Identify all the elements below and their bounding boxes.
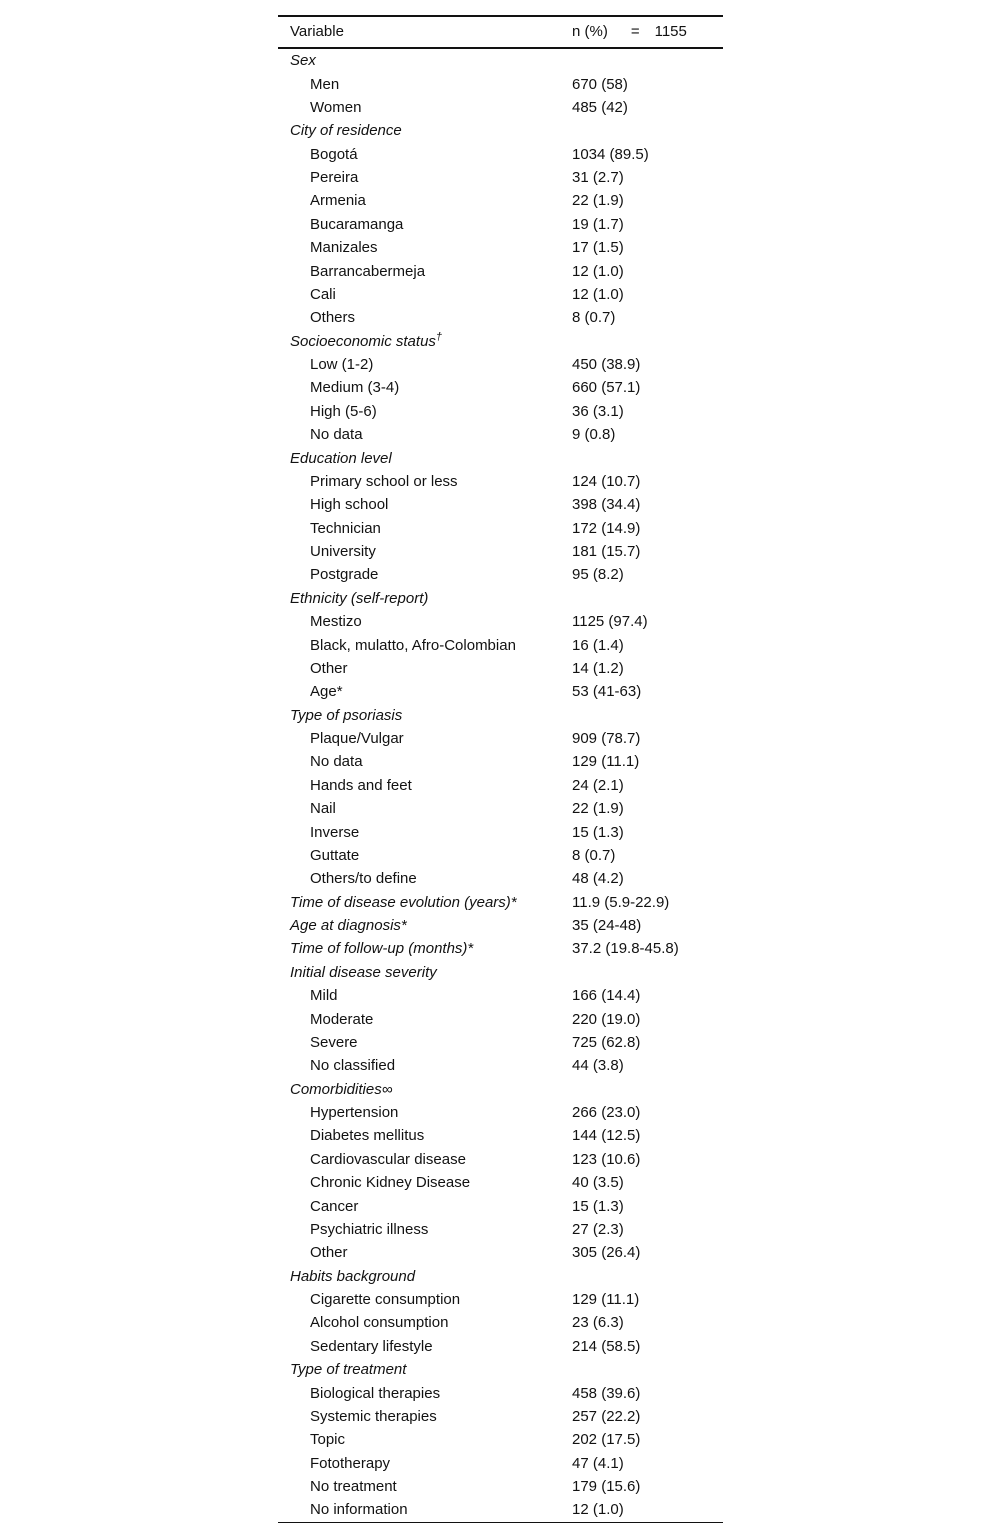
variable-cell: Mild	[310, 987, 338, 1005]
table-row	[278, 1311, 723, 1334]
section-row	[278, 1078, 723, 1101]
variable-cell: No information	[310, 1501, 408, 1519]
variable-cell: Men	[310, 75, 340, 93]
variable-cell: Bucaramanga	[310, 215, 404, 233]
section-row	[278, 891, 723, 914]
variable-cell: City of residence	[290, 122, 402, 140]
table-row	[278, 1124, 723, 1147]
table-bottom-rule	[278, 1522, 723, 1524]
variable-cell: Mestizo	[310, 613, 362, 631]
table-body	[278, 49, 723, 1522]
variable-cell: Alcohol consumption	[310, 1314, 449, 1332]
variable-cell: Habits background	[290, 1267, 416, 1285]
value-cell: 725 (62.8)	[572, 1033, 641, 1051]
value-cell: 458 (39.6)	[572, 1384, 641, 1402]
variable-cell: Moderate	[310, 1010, 374, 1028]
variable-cell: Pereira	[310, 169, 359, 187]
variable-cell: Chronic Kidney Disease	[310, 1174, 471, 1192]
variable-cell: University	[310, 543, 376, 561]
value-cell: 11.9 (5.9-22.9)	[572, 893, 670, 911]
variable-cell: Type of psoriasis	[290, 706, 403, 724]
variable-cell: Education level	[290, 449, 392, 467]
value-cell: 257 (22.2)	[572, 1407, 641, 1425]
table-row	[278, 189, 723, 212]
section-row	[278, 49, 723, 72]
section-row	[278, 914, 723, 937]
table-row	[278, 750, 723, 773]
variable-cell: Armenia	[310, 192, 366, 210]
variable-cell: Time of follow-up (months)*	[290, 940, 474, 958]
variable-cell: Age at diagnosis*	[290, 917, 407, 935]
value-cell: 214 (58.5)	[572, 1337, 641, 1355]
table-row	[278, 306, 723, 329]
value-cell: 53 (41-63)	[572, 683, 642, 701]
table-row	[278, 1288, 723, 1311]
total-count: 1155	[654, 23, 687, 40]
section-row	[278, 446, 723, 469]
variable-cell: Other	[310, 659, 348, 677]
value-cell: 8 (0.7)	[572, 309, 616, 327]
table-row	[278, 680, 723, 703]
value-cell: 14 (1.2)	[572, 659, 624, 677]
variable-cell: Comorbidities∞	[290, 1080, 393, 1098]
value-cell: 485 (42)	[572, 98, 628, 116]
variable-cell: No data	[310, 426, 363, 444]
value-cell: 266 (23.0)	[572, 1104, 641, 1122]
value-cell: 37.2 (19.8-45.8)	[572, 940, 679, 958]
table-row	[278, 1031, 723, 1054]
table-row	[278, 797, 723, 820]
variable-cell: High (5-6)	[310, 402, 377, 420]
value-cell: 124 (10.7)	[572, 472, 641, 490]
variable-cell: Plaque/Vulgar	[310, 730, 404, 748]
value-cell: 179 (15.6)	[572, 1478, 641, 1496]
value-cell: 12 (1.0)	[572, 262, 624, 280]
table-row	[278, 1335, 723, 1358]
variable-cell: No data	[310, 753, 363, 771]
value-cell: 36 (3.1)	[572, 402, 624, 420]
table-row	[278, 470, 723, 493]
variable-cell: Time of disease evolution (years)*	[290, 893, 517, 911]
value-cell: 23 (6.3)	[572, 1314, 624, 1332]
table-row	[278, 1194, 723, 1217]
demographics-table	[278, 15, 723, 1523]
section-row	[278, 961, 723, 984]
value-cell: 48 (4.2)	[572, 870, 624, 888]
variable-cell: Sedentary lifestyle	[310, 1337, 433, 1355]
n-percent-label: n (%)	[572, 23, 608, 40]
table-row	[278, 867, 723, 890]
variable-cell: High school	[310, 496, 389, 514]
variable-cell: Fototherapy	[310, 1454, 391, 1472]
table-row	[278, 1148, 723, 1171]
variable-cell: Black, mulatto, Afro-Colombian	[310, 636, 516, 654]
table-row	[278, 610, 723, 633]
table-row	[278, 96, 723, 119]
value-cell: 27 (2.3)	[572, 1220, 624, 1238]
variable-cell: Initial disease severity	[290, 963, 437, 981]
value-cell: 1034 (89.5)	[572, 145, 649, 163]
value-cell: 17 (1.5)	[572, 239, 624, 257]
value-cell: 24 (2.1)	[572, 776, 624, 794]
table-row	[278, 353, 723, 376]
table-row	[278, 1381, 723, 1404]
table-row	[278, 1007, 723, 1030]
variable-cell: Diabetes mellitus	[310, 1127, 425, 1145]
table-row	[278, 213, 723, 236]
value-cell: 398 (34.4)	[572, 496, 641, 514]
variable-cell: No treatment	[310, 1478, 397, 1496]
table-row	[278, 844, 723, 867]
variable-cell: Women	[310, 98, 362, 116]
value-cell: 12 (1.0)	[572, 1501, 624, 1519]
section-row	[278, 1358, 723, 1381]
variable-cell: Ethnicity (self-report)	[290, 589, 429, 607]
variable-cell: Age*	[310, 683, 343, 701]
variable-cell: Inverse	[310, 823, 360, 841]
table-row	[278, 563, 723, 586]
variable-cell: Hands and feet	[310, 776, 412, 794]
table-row	[278, 493, 723, 516]
variable-cell: Cigarette consumption	[310, 1291, 461, 1309]
dagger-footnote-mark: †	[435, 330, 443, 343]
section-row	[278, 704, 723, 727]
value-cell: 9 (0.8)	[572, 426, 616, 444]
table-header-row	[278, 17, 723, 47]
variable-cell: Cali	[310, 285, 336, 303]
table-row	[278, 1405, 723, 1428]
value-cell: 16 (1.4)	[572, 636, 624, 654]
table-row	[278, 72, 723, 95]
variable-cell: Postgrade	[310, 566, 379, 584]
value-cell: 31 (2.7)	[572, 169, 624, 187]
variable-cell: Cancer	[310, 1197, 359, 1215]
section-row	[278, 1265, 723, 1288]
table-row	[278, 423, 723, 446]
variable-cell: Biological therapies	[310, 1384, 441, 1402]
variable-cell: Severe	[310, 1033, 358, 1051]
table-row	[278, 540, 723, 563]
table-row	[278, 1241, 723, 1264]
value-cell: 220 (19.0)	[572, 1010, 641, 1028]
variable-cell: Type of treatment	[290, 1361, 407, 1379]
value-cell: 670 (58)	[572, 75, 628, 93]
table-row	[278, 517, 723, 540]
variable-cell: Primary school or less	[310, 472, 458, 490]
value-cell: 8 (0.7)	[572, 846, 616, 864]
value-cell: 12 (1.0)	[572, 285, 624, 303]
value-cell: 123 (10.6)	[572, 1150, 641, 1168]
variable-cell: No classified	[310, 1057, 396, 1075]
variable-cell: Guttate	[310, 846, 360, 864]
value-cell: 1125 (97.4)	[572, 613, 648, 631]
variable-cell: Other	[310, 1244, 348, 1262]
section-row	[278, 587, 723, 610]
variable-cell: Psychiatric illness	[310, 1220, 429, 1238]
variable-cell: Systemic therapies	[310, 1407, 437, 1425]
table-row	[278, 259, 723, 282]
table-row	[278, 727, 723, 750]
value-cell: 660 (57.1)	[572, 379, 641, 397]
variable-cell: Hypertension	[310, 1104, 399, 1122]
table-row	[278, 376, 723, 399]
value-cell: 172 (14.9)	[572, 519, 641, 537]
variable-cell: Manizales	[310, 239, 378, 257]
variable-cell: Sex	[290, 52, 316, 70]
variable-cell: Barrancabermeja	[310, 262, 426, 280]
value-cell: 129 (11.1)	[572, 1291, 640, 1309]
equals-sign: =	[630, 23, 640, 40]
variable-cell: Low (1-2)	[310, 356, 374, 374]
value-cell: 129 (11.1)	[572, 753, 640, 771]
value-cell: 47 (4.1)	[572, 1454, 624, 1472]
column-header-n	[572, 17, 687, 47]
variable-cell: Cardiovascular disease	[310, 1150, 466, 1168]
table-row	[278, 1428, 723, 1451]
variable-cell: Topic	[310, 1431, 346, 1449]
value-cell: 450 (38.9)	[572, 356, 641, 374]
value-cell: 15 (1.3)	[572, 823, 624, 841]
value-cell: 95 (8.2)	[572, 566, 624, 584]
value-cell: 35 (24-48)	[572, 917, 642, 935]
variable-cell: Medium (3-4)	[310, 379, 400, 397]
table-row	[278, 236, 723, 259]
value-cell: 19 (1.7)	[572, 215, 624, 233]
value-cell: 202 (17.5)	[572, 1431, 641, 1449]
variable-cell: Technician	[310, 519, 381, 537]
variable-cell: Socioeconomic status†	[290, 330, 443, 350]
table-row	[278, 657, 723, 680]
value-cell: 144 (12.5)	[572, 1127, 641, 1145]
table-row	[278, 1452, 723, 1475]
table-row	[278, 774, 723, 797]
table-row	[278, 1218, 723, 1241]
table-row	[278, 143, 723, 166]
value-cell: 181 (15.7)	[572, 543, 641, 561]
value-cell: 305 (26.4)	[572, 1244, 641, 1262]
variable-cell: Others	[310, 309, 356, 327]
table-row	[278, 633, 723, 656]
section-row	[278, 330, 723, 353]
value-cell: 22 (1.9)	[572, 192, 624, 210]
table-row	[278, 1054, 723, 1077]
variable-cell: Bogotá	[310, 145, 358, 163]
column-header-variable: Variable	[290, 23, 344, 40]
value-cell: 166 (14.4)	[572, 987, 641, 1005]
table-row	[278, 984, 723, 1007]
table-row	[278, 1171, 723, 1194]
value-cell: 44 (3.8)	[572, 1057, 624, 1075]
variable-cell: Nail	[310, 800, 336, 818]
table-row	[278, 820, 723, 843]
section-row	[278, 119, 723, 142]
value-cell: 22 (1.9)	[572, 800, 624, 818]
table-row	[278, 166, 723, 189]
section-row	[278, 937, 723, 960]
table-row	[278, 283, 723, 306]
value-cell: 40 (3.5)	[572, 1174, 624, 1192]
table-row	[278, 1498, 723, 1521]
value-cell: 909 (78.7)	[572, 730, 641, 748]
variable-cell: Others/to define	[310, 870, 417, 888]
table-row	[278, 400, 723, 423]
table-row	[278, 1101, 723, 1124]
table-row	[278, 1475, 723, 1498]
value-cell: 15 (1.3)	[572, 1197, 624, 1215]
